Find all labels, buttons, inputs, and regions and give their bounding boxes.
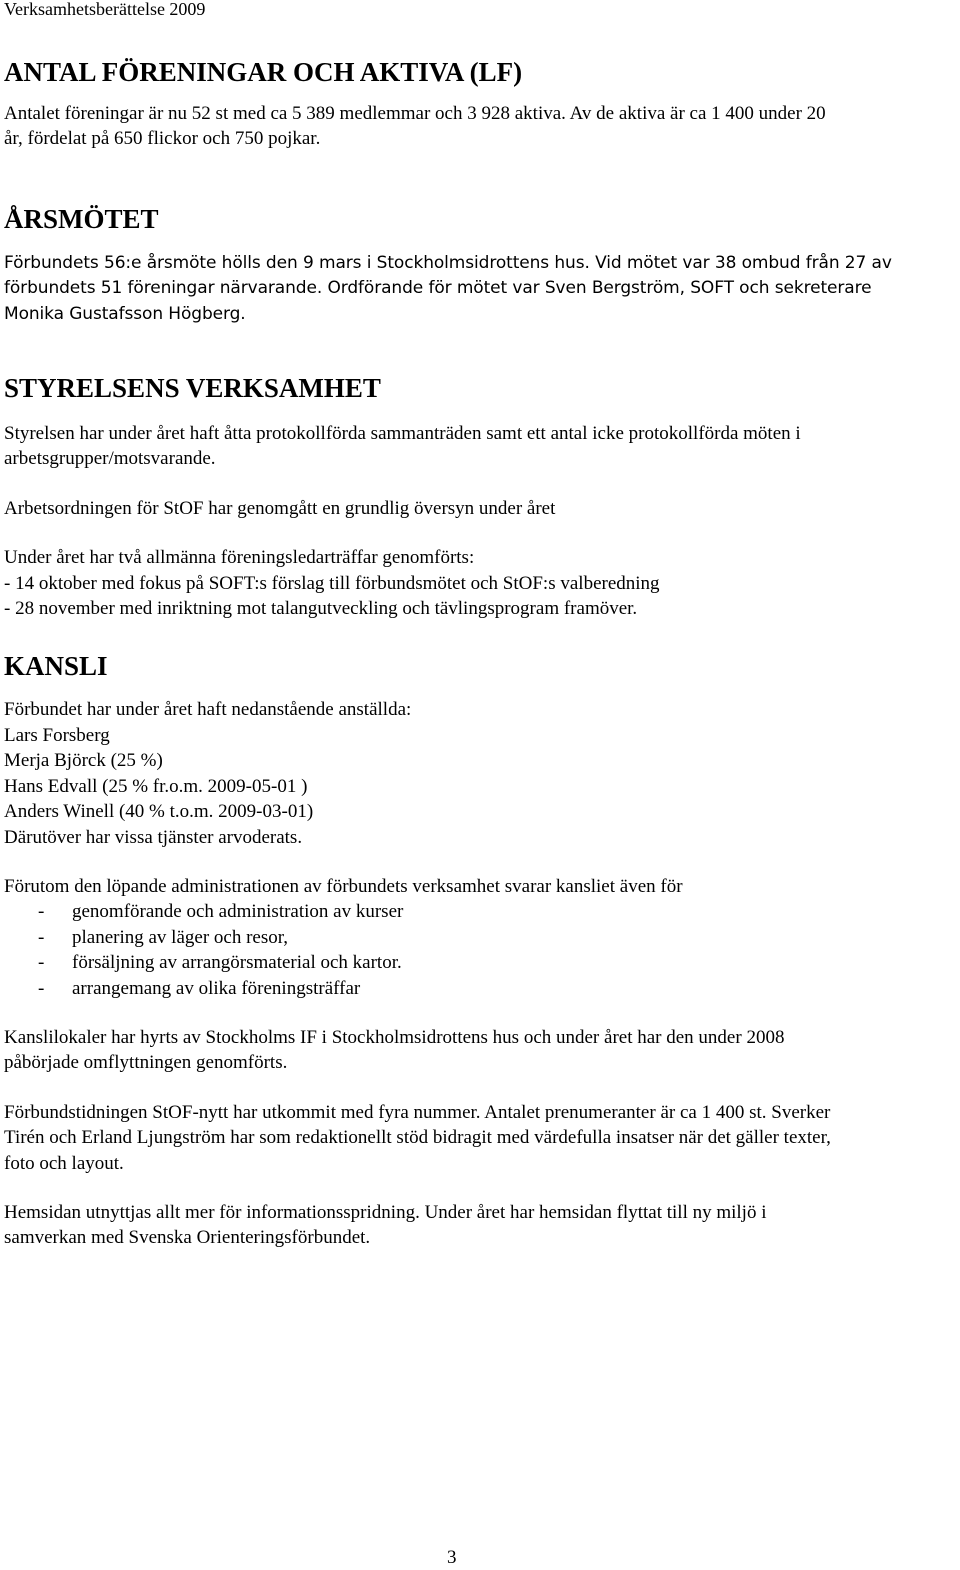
- list-item: [4, 925, 954, 950]
- list-item-text: planering av läger och resor,: [72, 926, 289, 948]
- list-dash: -: [38, 952, 45, 974]
- text-line: Tirén och Erland Ljungström har som redaktionellt stöd bidragit med värdefulla insatser när det gäller texter,: [4, 1127, 831, 1149]
- text-line: samverkan med Svenska Orienteringsförbundet.: [4, 1227, 371, 1249]
- list-item: [4, 976, 954, 1001]
- section-heading-arsmotet: ÅRSMÖTET: [4, 203, 159, 234]
- staff-member: Merja Björck (25 %): [4, 750, 163, 772]
- text-line: Förbundet har under året haft nedanstående anställda:: [4, 699, 412, 721]
- staff-member: Hans Edvall (25 % fr.o.m. 2009-05-01 ): [4, 775, 308, 797]
- text-line: Antalet föreningar är nu 52 st med ca 5 389 medlemmar och 3 928 aktiva. Av de aktiva är ca 1 400 under 20: [4, 103, 826, 124]
- section-heading-kansli: KANSLI: [4, 651, 108, 682]
- text-line: - 28 november med inriktning mot talangutveckling och tävlingsprogram framöver.: [4, 598, 638, 620]
- text-line: Förutom den löpande administrationen av förbundets verksamhet svarar kansliet även för: [4, 875, 683, 897]
- text-line: Monika Gustafsson Högberg.: [4, 303, 246, 324]
- page-number: 3: [447, 1547, 457, 1568]
- text-line: - 14 oktober med fokus på SOFT:s förslag till förbundsmötet och StOF:s valberedning: [4, 572, 660, 594]
- list-item-text: arrangemang av olika föreningsträffar: [72, 977, 361, 999]
- paragraph-kansli-lokaler: [4, 1025, 954, 1076]
- paragraph-kansli-duties: [4, 874, 954, 1001]
- paragraph-antal: [4, 101, 954, 152]
- text-line: foto och layout.: [4, 1152, 124, 1174]
- text-line: Kanslilokaler har hyrts av Stockholms IF i Stockholmsidrottens hus och under året har den under 2008: [4, 1026, 785, 1048]
- text-line: Arbetsordningen för StOF har genomgått en grundlig översyn under året: [4, 497, 556, 519]
- text-line: Förbundets 56:e årsmöte hölls den 9 mars i Stockholmsidrottens hus. Vid mötet var 38 ombud från 27 av: [4, 252, 892, 273]
- section-heading-antal: ANTAL FÖRENINGAR OCH AKTIVA (LF): [4, 57, 523, 87]
- text-line: år, fördelat på 650 flickor och 750 pojkar.: [4, 128, 321, 150]
- page-header: Verksamhetsberättelse 2009: [4, 0, 206, 19]
- text-line: påbörjade omflyttningen genomförts.: [4, 1052, 288, 1074]
- text-line: förbundets 51 föreningar närvarande. Ordförande för mötet var Sven Bergström, SOFT och sekreterare: [4, 278, 872, 299]
- text-line: Förbundstidningen StOF-nytt har utkommit med fyra nummer. Antalet prenumeranter är ca 1 400 st. Sverker: [4, 1101, 831, 1123]
- paragraph-kansli-tidning: [4, 1100, 954, 1176]
- list-item-text: försäljning av arrangörsmaterial och kartor.: [72, 952, 402, 974]
- text-line: Därutöver har vissa tjänster arvoderats.: [4, 826, 303, 848]
- text-line: Styrelsen har under året haft åtta protokollförda sammanträden samt ett antal icke protokollförda möten i: [4, 423, 801, 445]
- staff-member: Lars Forsberg: [4, 724, 110, 746]
- list-item-text: genomförande och administration av kurser: [72, 901, 404, 923]
- list-dash: -: [38, 901, 45, 923]
- section-heading-styrelsen: STYRELSENS VERKSAMHET: [4, 373, 381, 404]
- text-line: arbetsgrupper/motsvarande.: [4, 448, 216, 470]
- paragraph-arsmotet: [4, 251, 954, 327]
- paragraph-kansli-hemsida: [4, 1200, 954, 1251]
- list-dash: -: [38, 926, 45, 948]
- paragraph-styrelsen-1: [4, 421, 954, 472]
- document-body: [4, 50, 954, 1251]
- list-item: [4, 899, 954, 924]
- text-line: Hemsidan utnyttjas allt mer för informationsspridning. Under året har hemsidan flyttat till ny miljö i: [4, 1201, 767, 1223]
- paragraph-styrelsen-2: [4, 496, 954, 521]
- text-line: Under året har två allmänna föreningsledarträffar genomförts:: [4, 547, 475, 569]
- list-item: [4, 950, 954, 975]
- list-dash: -: [38, 977, 45, 999]
- paragraph-kansli-staff: [4, 697, 954, 849]
- staff-member: Anders Winell (40 % t.o.m. 2009-03-01): [4, 801, 314, 823]
- paragraph-styrelsen-3: [4, 545, 954, 621]
